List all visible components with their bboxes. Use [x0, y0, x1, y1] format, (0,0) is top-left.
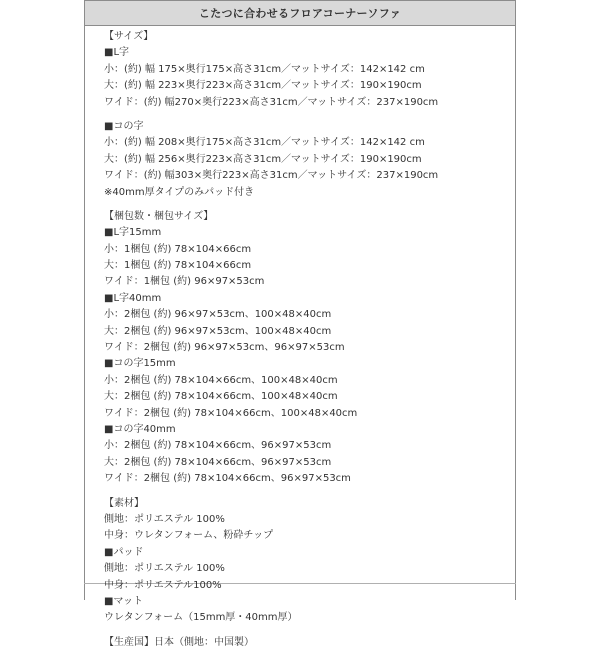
spec-line: 小：(約) 幅 175×奥行175×高さ31cm／マットサイズ：142×142 cm: [104, 63, 425, 75]
spec-line: 小：(約) 幅 208×奥行175×高さ31cm／マットサイズ：142×142 cm: [104, 137, 425, 149]
spec-line: ワイド：2梱包 (約) 78×104×66cm、100×48×40cm: [104, 407, 358, 419]
spec-line: 中身：ポリエステル100%: [104, 579, 222, 591]
spec-line: 中身：ウレタンフォーム、粉砕チップ: [104, 530, 274, 542]
spec-line: ワイド：(約) 幅303×奥行223×高さ31cm／マットサイズ：237×190cm: [104, 170, 439, 182]
spec-content: [104, 29, 509, 651]
spec-title: こたつに合わせるフロアコーナーソファ: [198, 7, 402, 20]
origin-line: 【生産国】日本（側地：中国製）: [104, 636, 254, 648]
package-subheading: ■L字15mm: [104, 227, 162, 239]
spec-line: ウレタンフォーム（15mm厚・40mm厚）: [104, 612, 298, 624]
package-subheading: ■コの字40mm: [104, 423, 176, 435]
spec-line: 側地：ポリエステル 100%: [104, 563, 225, 575]
spec-line: 大：2梱包 (約) 78×104×66cm、100×48×40cm: [104, 391, 338, 403]
spec-line: 大：(約) 幅 223×奥行223×高さ31cm／マットサイズ：190×190cm: [104, 80, 422, 92]
spec-line: ワイド：2梱包 (約) 78×104×66cm、96×97×53cm: [104, 473, 351, 485]
spec-line: 小：2梱包 (約) 78×104×66cm、96×97×53cm: [104, 440, 332, 452]
material-subheading: ■パッド: [104, 546, 144, 558]
spec-line: 大：2梱包 (約) 78×104×66cm、96×97×53cm: [104, 456, 332, 468]
spec-line: 小：1梱包 (約) 78×104×66cm: [104, 243, 252, 255]
spec-line: 小：2梱包 (約) 78×104×66cm、100×48×40cm: [104, 374, 338, 386]
spec-line: 大：1梱包 (約) 78×104×66cm: [104, 260, 252, 272]
spec-line: ワイド：(約) 幅270×奥行223×高さ31cm／マットサイズ：237×190cm: [104, 96, 439, 108]
u-shape-heading: ■コの字: [104, 120, 144, 132]
spec-line: 大：2梱包 (約) 96×97×53cm、100×48×40cm: [104, 325, 332, 337]
l-shape-heading: ■L字: [104, 47, 130, 59]
package-heading: 【梱包数・梱包サイズ】: [104, 210, 214, 222]
spec-line: 小：2梱包 (約) 96×97×53cm、100×48×40cm: [104, 309, 332, 321]
size-heading: 【サイズ】: [104, 31, 154, 42]
spec-line: ワイド：2梱包 (約) 96×97×53cm、96×97×53cm: [104, 342, 345, 354]
material-subheading: ■マット: [104, 595, 144, 607]
package-subheading: ■L字40mm: [104, 292, 162, 304]
spec-line: 大：(約) 幅 256×奥行223×高さ31cm／マットサイズ：190×190cm: [104, 153, 422, 165]
spec-line: 側地：ポリエステル 100%: [104, 513, 225, 525]
material-heading: 【素材】: [104, 497, 144, 509]
spec-line: ワイド：1梱包 (約) 96×97×53cm: [104, 276, 265, 288]
package-subheading: ■コの字15mm: [104, 358, 176, 370]
pad-note: ※40mm厚タイプのみパッド付き: [104, 186, 255, 198]
